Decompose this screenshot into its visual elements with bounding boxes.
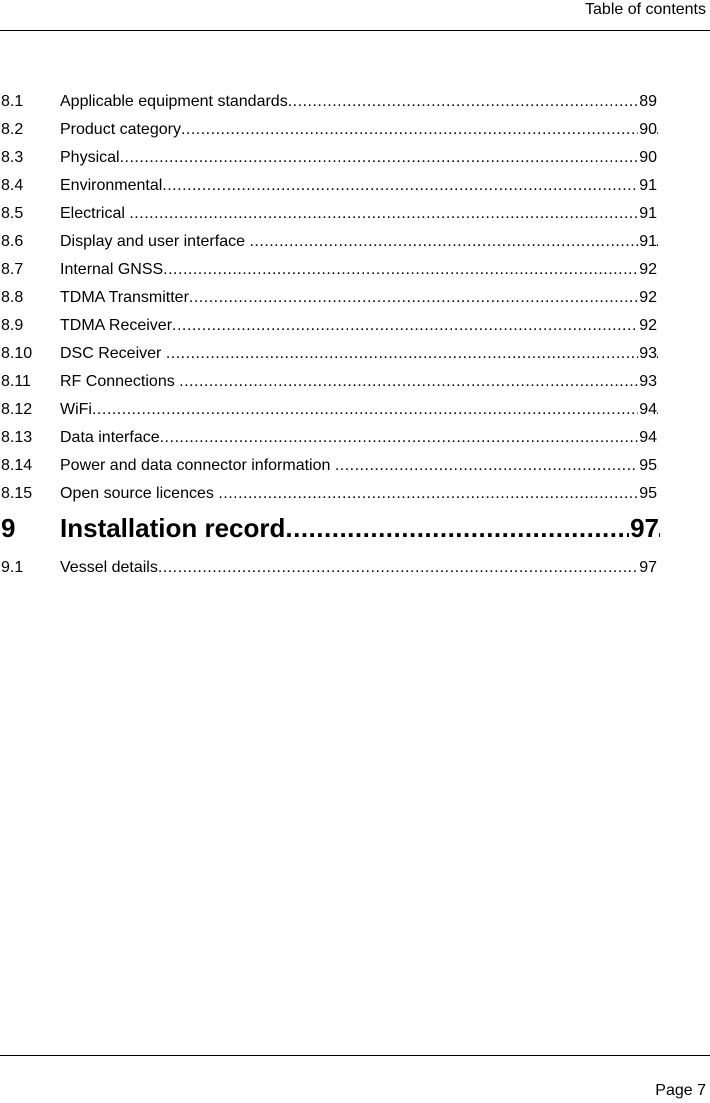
toc-entry-number: 8.10 <box>1 345 33 362</box>
toc-chapter-number: 9 <box>1 513 16 543</box>
toc-entry[interactable] <box>0 147 710 175</box>
toc-entry-page: 92 <box>638 287 657 309</box>
toc-entry[interactable] <box>0 175 710 203</box>
toc-entry-number: 8.12 <box>1 401 33 418</box>
toc-entry-number: 8.11 <box>1 373 31 390</box>
toc-entry-number: 8.14 <box>1 457 33 474</box>
toc-entry-number: 8.1 <box>1 93 24 110</box>
running-header-title: Table of contents <box>585 1 706 18</box>
toc-entry-title: Applicable equipment standards <box>60 93 288 110</box>
toc-entry[interactable] <box>0 231 710 259</box>
toc-entry-page: 95 <box>638 483 657 505</box>
toc-entry[interactable] <box>0 483 710 511</box>
toc-entry-page: 91 <box>638 175 657 197</box>
toc-entry-title: WiFi <box>60 401 92 418</box>
toc-entry-number: 8.9 <box>1 317 24 334</box>
toc-entry-title: Internal GNSS <box>60 261 164 278</box>
toc-entry-title: Data interface <box>60 429 160 446</box>
toc-entry-page: 92 <box>638 259 657 281</box>
toc-entry-title: Product category <box>60 121 181 138</box>
toc-entry-page: 94 <box>638 427 657 449</box>
toc-entry-number: 8.2 <box>1 121 24 138</box>
toc-entry-page: 92 <box>638 315 657 337</box>
toc-entry-number: 8.13 <box>1 429 33 446</box>
toc-chapter-page: 97 <box>630 513 659 543</box>
toc-entry[interactable] <box>0 455 710 483</box>
toc-entry-page: 93 <box>638 343 657 365</box>
toc-entry[interactable] <box>0 399 710 427</box>
toc-entry-title: Physical <box>60 149 120 166</box>
toc-entry-page: 91 <box>638 203 657 225</box>
toc-entry-number: 9.1 <box>1 559 24 576</box>
toc-entry-page: 90 <box>638 147 657 169</box>
toc-chapter-title: Installation record <box>60 513 286 543</box>
toc-entry-page: 93 <box>638 371 657 393</box>
toc-entry-page: 89 <box>638 91 657 113</box>
toc-entry-title: Environmental <box>60 177 163 194</box>
toc-entry-number: 8.6 <box>1 233 24 250</box>
toc-entry[interactable] <box>0 557 710 585</box>
toc-entry-title: Electrical <box>60 205 130 222</box>
toc-entry[interactable] <box>0 287 710 315</box>
toc-entry-page: 97 <box>638 557 657 579</box>
toc-entry-number: 8.4 <box>1 177 24 194</box>
toc-entry-title: DSC Receiver <box>60 345 166 362</box>
toc-entry-title: Vessel details <box>60 559 158 576</box>
toc-entry-title: Display and user interface <box>60 233 250 250</box>
toc-entry-page: 94 <box>638 399 657 421</box>
toc-entry-number: 8.7 <box>1 261 24 278</box>
toc-entry-page: 90 <box>638 119 657 141</box>
toc-entry-title: Power and data connector information <box>60 457 335 474</box>
page-number: Page 7 <box>655 1082 706 1099</box>
toc-entry[interactable] <box>0 91 710 119</box>
toc-entry-title: TDMA Transmitter <box>60 289 189 306</box>
toc-entry-number: 8.5 <box>1 205 24 222</box>
toc-entry-title: RF Connections <box>60 373 180 390</box>
toc-entry[interactable] <box>0 203 710 231</box>
toc-entry-title: TDMA Receiver <box>60 317 173 334</box>
footer-divider <box>0 1055 710 1056</box>
toc-chapter-entry[interactable] <box>0 512 710 557</box>
toc-entry-number: 8.15 <box>1 485 33 502</box>
toc-entry-number: 8.8 <box>1 289 24 306</box>
toc-entry[interactable] <box>0 343 710 371</box>
toc-entry[interactable] <box>0 371 710 399</box>
toc-entry[interactable] <box>0 315 710 343</box>
table-of-contents <box>0 91 710 585</box>
toc-entry[interactable] <box>0 119 710 147</box>
toc-entry-number: 8.3 <box>1 149 24 166</box>
toc-entry-page: 95 <box>638 455 657 477</box>
toc-entry-page: 91 <box>638 231 657 253</box>
toc-entry[interactable] <box>0 427 710 455</box>
toc-entry[interactable] <box>0 259 710 287</box>
toc-entry-title: Open source licences <box>60 485 219 502</box>
header-divider <box>0 30 710 31</box>
